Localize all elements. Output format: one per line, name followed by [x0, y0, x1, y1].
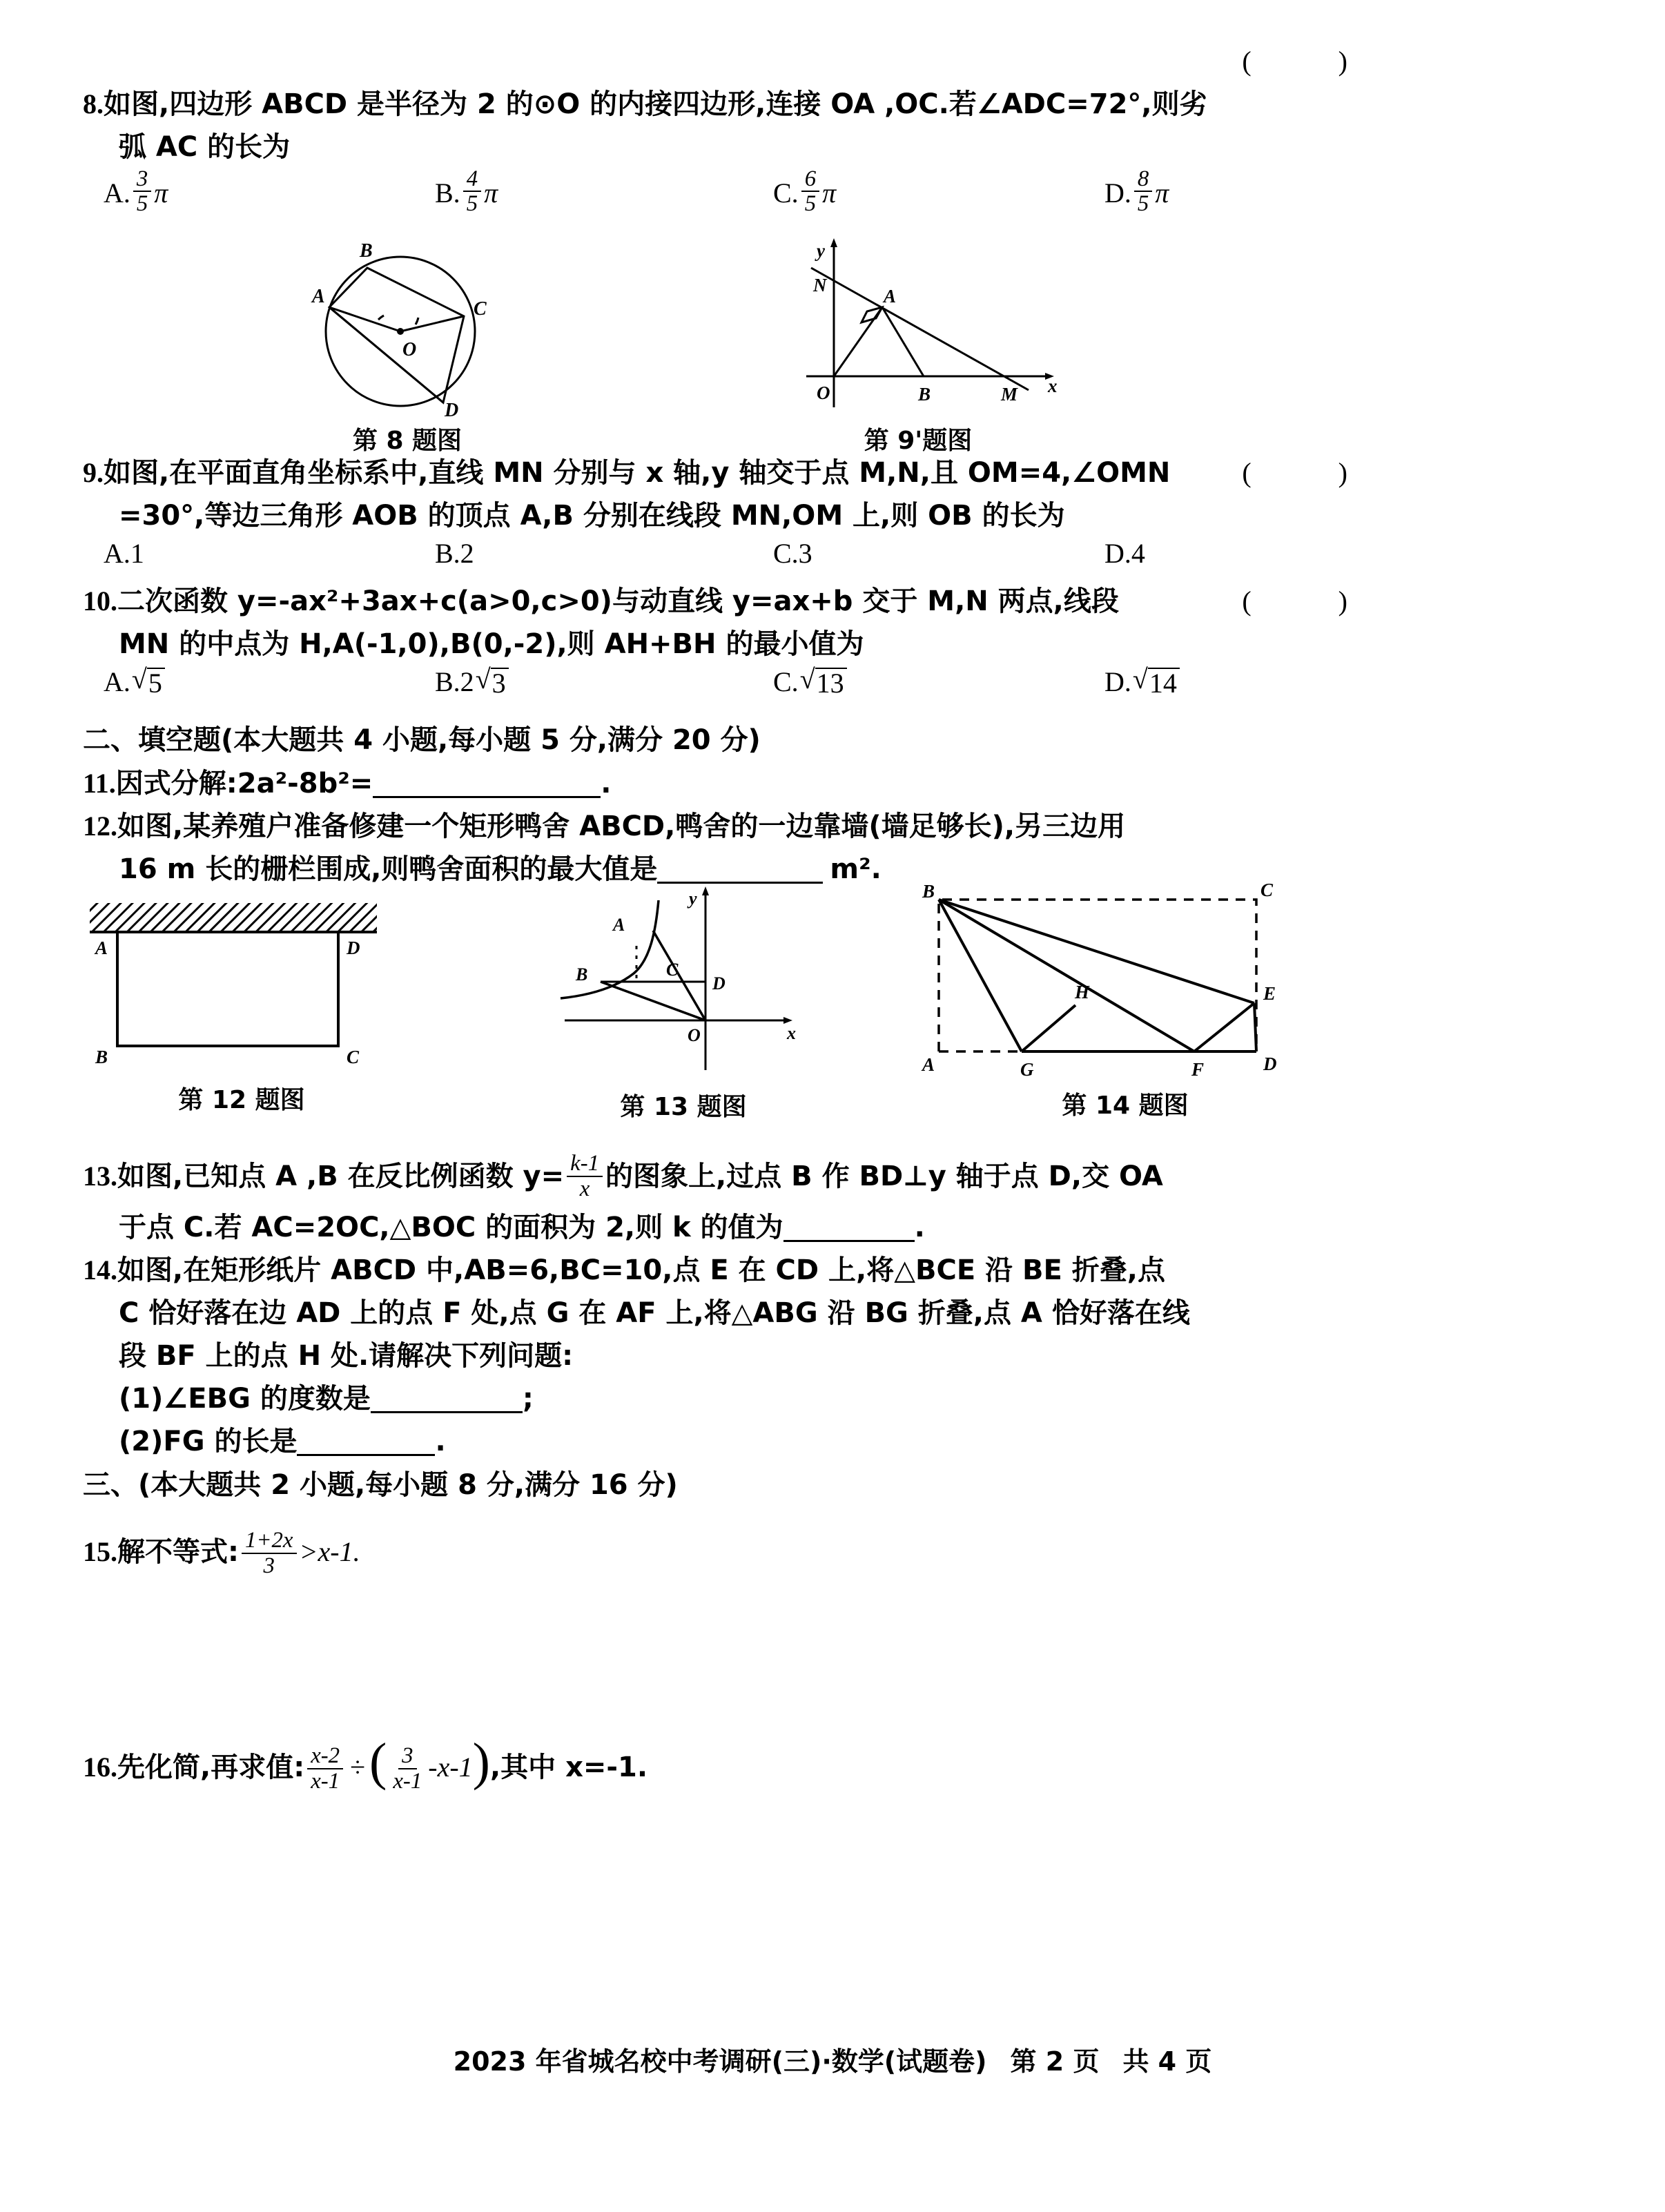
figure-12-label-D: D	[347, 938, 360, 958]
question-8-choices	[83, 168, 1408, 235]
figure-9-label-N: N	[813, 275, 827, 295]
question-8-line-1	[83, 83, 1408, 126]
figure-9-label-B: B	[918, 384, 931, 405]
question-9-answer-paren: ( )	[1242, 457, 1388, 488]
question-14-sub1-blank[interactable]	[371, 1411, 523, 1413]
question-9-choice-b[interactable]: B.2	[435, 538, 474, 569]
question-16	[83, 1721, 1408, 1805]
question-13-line-2	[83, 1206, 1408, 1249]
question-14-sub1-semicolon: ;	[522, 1383, 534, 1415]
question-16-number: 16.	[83, 1752, 117, 1783]
choice-suffix: π	[154, 177, 168, 208]
section-two-text: 二、填空题(本大题共 4 小题,每小题 5 分,满分 20 分)	[83, 724, 761, 756]
paren-close: )	[472, 1733, 490, 1791]
sqrt-symbol: √ 14	[1133, 666, 1180, 698]
figure-13-label-D: D	[712, 973, 726, 993]
question-13-number: 13.	[83, 1161, 117, 1192]
figure-14-label-C: C	[1260, 880, 1274, 900]
question-9-choice-a[interactable]: A.1	[104, 538, 144, 569]
fraction-denominator: 5	[804, 191, 817, 217]
question-14-line-3	[83, 1335, 1408, 1377]
fraction	[133, 167, 151, 216]
figure-8-drawing	[290, 235, 525, 418]
question-15-text-a: 解不等式:	[117, 1536, 239, 1568]
section-three-text: 三、(本大题共 2 小题,每小题 8 分,满分 16 分)	[83, 1469, 678, 1501]
question-10	[83, 580, 1408, 718]
question-8-choice-a[interactable]	[104, 168, 168, 217]
question-9-line-1	[83, 452, 1408, 494]
question-14-sub-1	[83, 1377, 1408, 1420]
sqrt-radicand: 14	[1148, 668, 1180, 698]
choice-label: C.	[773, 666, 799, 697]
figure-9-label-O: O	[817, 382, 830, 403]
section-two-heading	[83, 718, 1408, 762]
section-three-heading	[83, 1463, 1408, 1507]
figure-14-label-H: H	[1075, 982, 1090, 1002]
choice-label: B.2	[435, 666, 474, 697]
fraction-numerator: 3	[398, 1744, 416, 1769]
figure-9-label-M: M	[1001, 384, 1018, 405]
question-11	[83, 762, 1408, 805]
question-16-inner-expression: -x-1	[428, 1752, 473, 1783]
question-11-period: .	[601, 768, 612, 799]
question-14-text-3: 段 BF 上的点 H 处.请解决下列问题:	[119, 1340, 574, 1372]
figure-14-label-B: B	[922, 881, 935, 902]
fraction-denominator: 5	[1137, 191, 1149, 217]
question-8-number: 8.	[83, 88, 104, 119]
sqrt-symbol: √ 3	[476, 666, 509, 698]
question-13-text-1a: 如图,已知点 A ,B 在反比例函数 y=	[117, 1161, 565, 1192]
fraction-numerator: x-2	[307, 1744, 343, 1769]
figure-13-caption: 第 13 题图	[620, 1093, 747, 1121]
figure-12-label-C: C	[347, 1047, 360, 1067]
figure-8-label-O: O	[402, 339, 417, 360]
fraction-denominator: x	[579, 1176, 590, 1201]
question-13-text-2a: 于点 C.若 AC=2OC,△BOC 的面积为 2,则 k 的值为	[119, 1212, 783, 1243]
figure-13-label-A: A	[613, 915, 625, 935]
question-8-answer-paren: ( )	[1242, 46, 1388, 77]
fraction-numerator: 6	[801, 167, 819, 192]
figure-13-label-x: x	[787, 1023, 796, 1043]
figure-12-label-A: A	[95, 938, 108, 958]
question-14-sub-2	[83, 1420, 1408, 1463]
question-10-choice-a[interactable]	[104, 663, 165, 699]
question-13	[83, 1147, 1408, 1249]
question-9-number: 9.	[83, 457, 104, 488]
figure-9-label-x: x	[1048, 376, 1058, 396]
question-10-text-2: MN 的中点为 H,A(-1,0),B(0,-2),则 AH+BH 的最小值为	[119, 628, 864, 660]
figure-13-drawing	[559, 877, 808, 1084]
page-footer	[0, 2040, 1665, 2078]
question-14-sub2-blank[interactable]	[297, 1454, 435, 1456]
question-16-text-a: 先化简,再求值:	[117, 1752, 305, 1783]
fraction	[567, 1152, 603, 1201]
figure-14-caption: 第 14 题图	[1062, 1092, 1189, 1120]
question-15-number: 15.	[83, 1536, 117, 1567]
sqrt-radicand: 5	[147, 668, 165, 698]
figure-row-12-13-14	[83, 880, 1408, 1136]
question-9-text-2: =30°,等边三角形 AOB 的顶点 A,B 分别在线段 MN,OM 上,则 OB 的长为	[119, 500, 1065, 532]
figure-9-caption: 第 9'题图	[864, 427, 973, 455]
choice-label: D.	[1104, 666, 1131, 697]
question-14-text-2: C 恰好落在边 AD 上的点 F 处,点 G 在 AF 上,将△ABG 沿 BG 折叠,点 A 恰好落在线	[119, 1297, 1190, 1329]
fraction-1	[307, 1744, 343, 1793]
sqrt-symbol: √ 13	[800, 666, 847, 698]
figure-14-label-E: E	[1263, 983, 1276, 1004]
question-11-answer-blank[interactable]	[373, 796, 601, 798]
figure-12-drawing	[90, 898, 393, 1077]
question-16-text-b: ,其中 x=-1.	[489, 1752, 648, 1783]
footer-page-number: 第 2 页	[1010, 2046, 1100, 2077]
question-14-sub1-text: (1)∠EBG 的度数是	[119, 1383, 371, 1415]
question-12-text-1: 如图,某养殖户准备修建一个矩形鸭舍 ABCD,鸭舍的一边靠墙(墙足够长),另三边用	[117, 811, 1126, 842]
fraction	[463, 167, 481, 216]
question-8-choice-c[interactable]	[773, 168, 836, 217]
fraction-numerator: 4	[463, 167, 481, 192]
fraction-denominator: x-1	[311, 1768, 340, 1794]
figure-row-8-9	[83, 235, 1408, 455]
question-9-choice-d[interactable]: D.4	[1104, 538, 1145, 569]
question-12-text-2: 16 m 长的栅栏围成,则鸭舍面积的最大值是	[119, 853, 658, 885]
figure-9-drawing	[773, 235, 1063, 418]
question-12-line-1	[83, 805, 1408, 848]
choice-suffix: π	[484, 177, 498, 208]
fraction	[242, 1529, 297, 1578]
question-16-divide-operator: ÷	[350, 1752, 366, 1783]
question-14-line-2	[83, 1292, 1408, 1335]
fraction-numerator: k-1	[567, 1152, 603, 1176]
figure-13-label-C: C	[666, 960, 679, 980]
question-9-text-1: 如图,在平面直角坐标系中,直线 MN 分别与 x 轴,y 轴交于点 M,N,且 OM=4,∠OMN	[104, 457, 1171, 489]
fraction-denominator: x-1	[393, 1768, 422, 1794]
fraction-numerator: 8	[1134, 167, 1152, 192]
question-10-text-1: 二次函数 y=-ax²+3ax+c(a>0,c>0)与动直线 y=ax+b 交于 M,N 两点,线段	[117, 585, 1119, 617]
figure-14-label-F: F	[1191, 1059, 1205, 1080]
figure-8-label-B: B	[360, 240, 373, 262]
figure-14-drawing	[918, 875, 1332, 1083]
figure-13-label-B: B	[576, 964, 588, 984]
footer-total-pages: 共 4 页	[1122, 2046, 1212, 2077]
fraction	[801, 167, 819, 216]
question-13-period: .	[914, 1212, 925, 1243]
question-14-text-1: 如图,在矩形纸片 ABCD 中,AB=6,BC=10,点 E 在 CD 上,将△BCE 沿 BE 折叠,点	[117, 1254, 1165, 1286]
figure-8-label-C: C	[474, 298, 487, 320]
question-10-choice-d[interactable]	[1104, 663, 1180, 699]
figure-12	[90, 898, 393, 1116]
question-14	[83, 1249, 1408, 1463]
fraction-denominator: 5	[466, 191, 478, 217]
sqrt-radicand: 3	[491, 668, 509, 698]
question-8	[83, 46, 1408, 235]
question-12-number: 12.	[83, 811, 117, 842]
figure-8-label-A: A	[312, 286, 325, 307]
question-10-choice-b[interactable]	[435, 663, 509, 699]
sqrt-symbol: √ 5	[132, 666, 165, 698]
footer-exam-title: 2023 年省城名校中考调研(三)·数学(试题卷)	[453, 2046, 987, 2077]
question-15-text-b: >x-1.	[299, 1536, 360, 1567]
question-8-choice-b[interactable]	[435, 168, 498, 217]
choice-label: D.	[1104, 177, 1131, 208]
question-8-choice-d[interactable]	[1104, 168, 1169, 217]
question-10-choices	[83, 663, 1408, 718]
question-15	[83, 1514, 1408, 1590]
figure-13	[559, 877, 808, 1123]
choice-label: A.	[104, 666, 130, 697]
figure-9-label-y: y	[817, 240, 825, 261]
question-9-choice-c[interactable]: C.3	[773, 538, 812, 569]
question-10-line-1	[83, 580, 1408, 623]
question-13-text-1b: 的图象上,过点 B 作 BD⊥y 轴于点 D,交 OA	[605, 1161, 1163, 1192]
fraction-denominator: 3	[263, 1553, 275, 1578]
fraction	[1134, 167, 1152, 216]
exam-sheet	[83, 46, 1408, 1805]
paren-open: (	[369, 1733, 387, 1791]
figure-8-caption: 第 8 题图	[352, 427, 463, 455]
question-11-number: 11.	[83, 768, 116, 799]
question-9-choices	[83, 537, 1408, 580]
question-9	[83, 452, 1408, 580]
figure-14-label-D: D	[1263, 1054, 1277, 1074]
figure-12-label-B: B	[95, 1047, 108, 1067]
choice-label: B.	[435, 177, 460, 208]
figure-9-label-A: A	[884, 286, 897, 307]
figure-14	[918, 875, 1332, 1121]
figure-14-label-A: A	[922, 1054, 935, 1075]
fraction-numerator: 1+2x	[242, 1529, 297, 1553]
question-10-answer-paren: ( )	[1242, 585, 1388, 617]
figure-13-label-y: y	[689, 889, 697, 909]
question-10-number: 10.	[83, 585, 117, 617]
figure-12-caption: 第 12 题图	[178, 1086, 305, 1114]
choice-suffix: π	[1155, 177, 1169, 208]
question-8-text-2: 弧 AC 的长为	[119, 131, 291, 163]
question-13-line-1	[83, 1147, 1408, 1206]
figure-8-label-D: D	[445, 400, 459, 418]
choice-suffix: π	[822, 177, 837, 208]
question-11-text: 因式分解:2a²-8b²=	[115, 768, 373, 799]
question-13-answer-blank[interactable]	[783, 1240, 915, 1242]
choice-label: C.	[773, 177, 799, 208]
choice-label: A.	[104, 177, 130, 208]
fraction-numerator: 3	[133, 167, 151, 192]
fraction-2	[389, 1744, 425, 1793]
fraction-denominator: 5	[136, 191, 148, 217]
figure-9	[773, 235, 1063, 456]
question-14-line-1	[83, 1249, 1408, 1292]
question-14-number: 14.	[83, 1254, 117, 1286]
question-12-unit: m².	[830, 853, 882, 885]
figure-13-label-O: O	[688, 1025, 701, 1045]
question-14-sub2-period: .	[435, 1426, 446, 1457]
question-14-sub2-text: (2)FG 的长是	[119, 1426, 298, 1457]
sqrt-radicand: 13	[815, 668, 847, 698]
figure-8	[290, 235, 525, 456]
question-10-choice-c[interactable]	[773, 663, 847, 699]
question-8-text-1: 如图,四边形 ABCD 是半径为 2 的⊙O 的内接四边形,连接 OA ,OC.若∠ADC=72°,则劣	[104, 88, 1207, 120]
figure-14-label-G: G	[1020, 1059, 1034, 1080]
